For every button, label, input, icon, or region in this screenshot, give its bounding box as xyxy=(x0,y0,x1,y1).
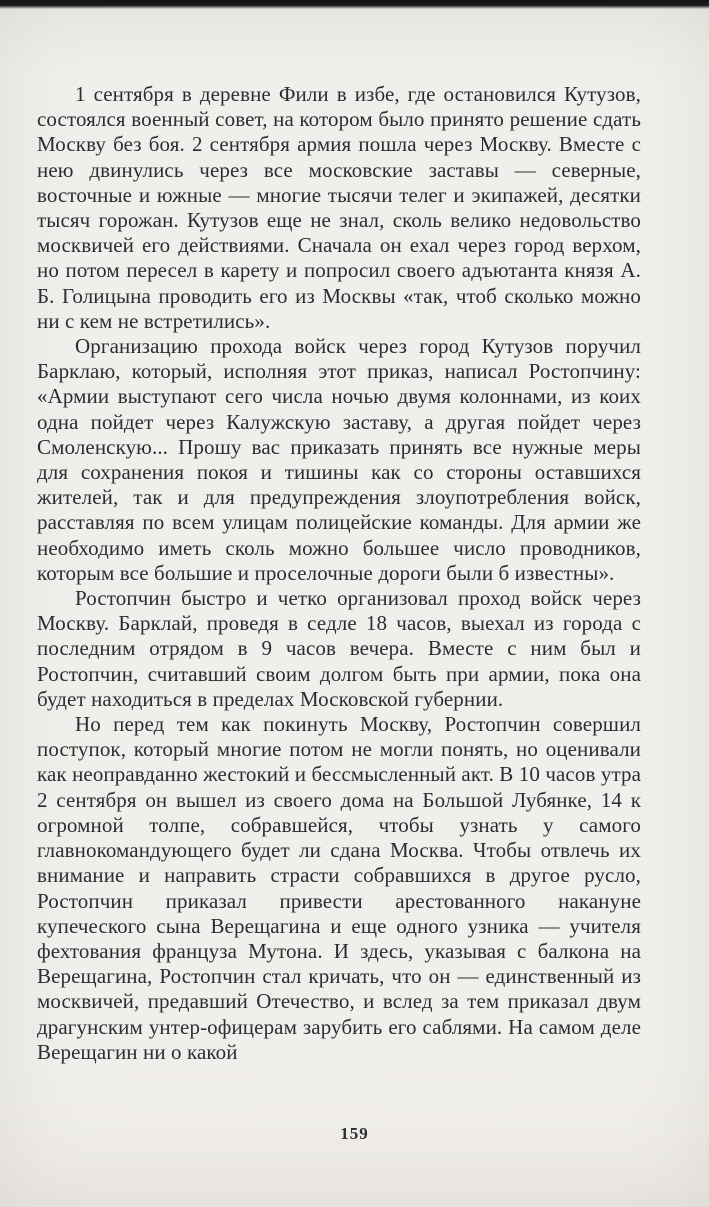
paragraph: 1 сентября в деревне Фили в избе, где остановился Кутузов, состоялся военный совет, на котором было принято решение сдать Москву без боя. 2 сентября армия пошла через Москву. Вместе с нею двинулись через все московские заставы — северные, восточные и южные — многие тысячи телег и экипажей, десятки тысяч горожан. Кутузов еще не знал, сколь велико недовольство москвичей его действиями. Сначала он ехал через город верхом, но потом пересел в карету и попросил своего адъютанта князя А. Б. Голицына проводить его из Москвы «так, чтоб сколько можно ни с кем не встретились». xyxy=(37,82,641,333)
paragraph: Организацию прохода войск через город Кутузов поручил Барклаю, который, исполняя этот приказ, написал Ростопчину: «Армии выступают сего числа ночью двумя колоннами, из коих одна пойдет через Калужскую заставу, а другая пойдет через Смоленскую... Прошу вас приказать принять все нужные меры для сохранения покоя и тишины как со стороны оставшихся жителей, так и для предупреждения злоупотребления войск, расставляя по всем улицам полицейские команды. Для армии же необходимо иметь сколь можно большее число проводников, которым все большие и проселочные дороги были б известны». xyxy=(37,334,641,585)
scan-edge-artifact xyxy=(0,0,709,9)
page-number: 159 xyxy=(340,1124,369,1143)
page-text xyxy=(37,82,641,1065)
paragraph: Ростопчин быстро и четко организовал проход войск через Москву. Барклай, проведя в седле 18 часов, выехал из города с последним отрядом в 9 часов вечера. Вместе с ним был и Ростопчин, считавший своим долгом быть при армии, пока она будет находиться в пределах Московской губернии. xyxy=(37,586,641,711)
paragraph: Но перед тем как покинуть Москву, Ростопчин совершил поступок, который многие потом не могли понять, но оценивали как неоправданно жестокий и бессмысленный акт. В 10 часов утра 2 сентября он вышел из своего дома на Большой Лубянке, 14 к огромной толпе, собравшейся, чтобы узнать у самого главнокомандующего будет ли сдана Москва. Чтобы отвлечь их внимание и направить страсти собравшихся в другое русло, Ростопчин приказал привести арестованного накануне купеческого сына Верещагина и еще одного узника — учителя фехтования француза Мутона. И здесь, указывая с балкона на Верещагина, Ростопчин стал кричать, что он — единственный из москвичей, предавший Отечество, и вслед за тем приказал двум драгунским унтер-офицерам зарубить его саблями. На самом деле Верещагин ни о какой xyxy=(37,712,641,1064)
